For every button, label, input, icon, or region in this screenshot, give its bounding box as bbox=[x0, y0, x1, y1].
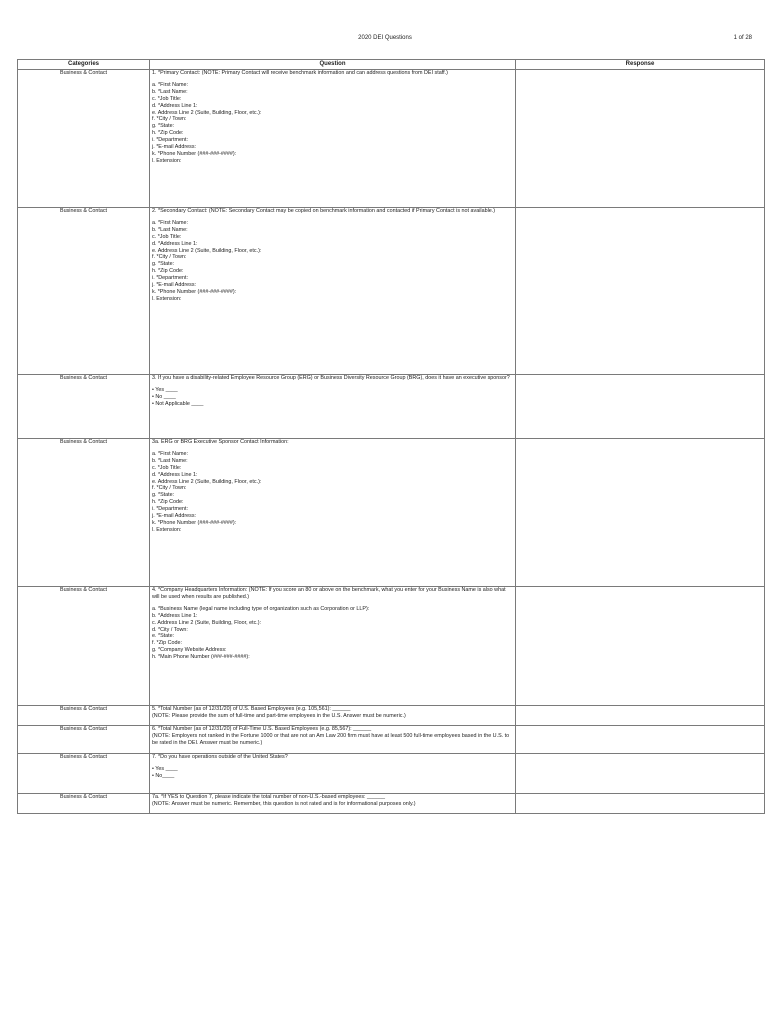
question-cell bbox=[150, 754, 516, 794]
question-line: j. *E-mail Address: bbox=[152, 282, 197, 289]
question-line: c. *Job Title: bbox=[152, 233, 182, 240]
category-cell: Business & Contact bbox=[18, 706, 150, 726]
question-cell bbox=[150, 726, 516, 754]
question-line: (NOTE: Answer must be numeric. Remember, this question is not rated and is for informational purposes only.) bbox=[152, 800, 416, 807]
question-line: h. *Main Phone Number (###-###-####): bbox=[152, 654, 250, 661]
question-line: k. *Phone Number (###-###-####): bbox=[152, 150, 237, 157]
response-cell[interactable] bbox=[516, 706, 765, 726]
table-row bbox=[18, 726, 765, 754]
question-cell bbox=[150, 208, 516, 375]
question-line: l. Extension: bbox=[152, 295, 182, 302]
category-cell: Business & Contact bbox=[18, 70, 150, 208]
question-line: • No ____ bbox=[152, 393, 176, 400]
table-row bbox=[18, 208, 765, 375]
question-cell bbox=[150, 587, 516, 706]
question-line: 4. *Company Headquarters Information: (NOTE: If you score an 80 or above on the benchmark, what you enter for your Business Name is also what will be used when results are published.) bbox=[152, 587, 506, 600]
page-title: 2020 DEI Questions bbox=[358, 35, 412, 41]
question-line: b. *Last Name: bbox=[152, 226, 188, 233]
column-header-categories: Categories bbox=[18, 60, 150, 70]
table-row bbox=[18, 794, 765, 814]
question-line: h. *Zip Code: bbox=[152, 268, 184, 275]
question-line: c. *Job Title: bbox=[152, 95, 182, 102]
question-line: e. Address Line 2 (Suite, Building, Floor, etc.): bbox=[152, 109, 262, 116]
question-line: e. Address Line 2 (Suite, Building, Floor, etc.): bbox=[152, 247, 262, 254]
question-line: 1. *Primary Contact: (NOTE: Primary Contact will receive benchmark information and can address questions from DEI staff.) bbox=[152, 70, 448, 76]
question-line: 3. If you have a disability-related Employee Resource Group (ERG) or Business Diversity Resource Group (BRG), does it have an executive sponsor? bbox=[152, 375, 510, 381]
question-line: h. *Zip Code: bbox=[152, 499, 184, 506]
question-line: c. *Job Title: bbox=[152, 464, 182, 471]
question-line: k. *Phone Number (###-###-####): bbox=[152, 519, 237, 526]
page-number: 1 of 28 bbox=[733, 35, 752, 41]
question-line: h. *Zip Code: bbox=[152, 130, 184, 137]
table-row bbox=[18, 706, 765, 726]
question-line: c. Address Line 2 (Suite, Building, Floor, etc.): bbox=[152, 619, 262, 626]
question-line: i. *Department: bbox=[152, 275, 188, 282]
category-cell: Business & Contact bbox=[18, 754, 150, 794]
category-cell: Business & Contact bbox=[18, 794, 150, 814]
question-line: e. Address Line 2 (Suite, Building, Floor, etc.): bbox=[152, 478, 262, 485]
question-cell bbox=[150, 794, 516, 814]
question-line: a. *Business Name (legal name including type of organization such as Corporation or LLP): bbox=[152, 605, 370, 612]
question-line: l. Extension: bbox=[152, 526, 182, 533]
question-line: a. *First Name: bbox=[152, 81, 188, 88]
question-cell bbox=[150, 375, 516, 439]
table-row bbox=[18, 754, 765, 794]
category-cell: Business & Contact bbox=[18, 375, 150, 439]
question-cell bbox=[150, 706, 516, 726]
question-line: g. *State: bbox=[152, 261, 175, 268]
response-cell[interactable] bbox=[516, 754, 765, 794]
question-line: b. *Last Name: bbox=[152, 457, 188, 464]
question-line: i. *Department: bbox=[152, 506, 188, 513]
question-line: f. *Zip Code: bbox=[152, 640, 182, 647]
question-line: (NOTE: Please provide the sum of full-time and part-time employees in the U.S. Answer must be numeric.) bbox=[152, 712, 406, 719]
question-line: l. Extension: bbox=[152, 157, 182, 164]
page-header bbox=[0, 35, 770, 47]
question-line: e. *State: bbox=[152, 633, 175, 640]
question-line: k. *Phone Number (###-###-####): bbox=[152, 288, 237, 295]
question-line: g. *Company Website Address: bbox=[152, 647, 227, 654]
question-line: (NOTE: Employers not ranked in the Fortune 1000 or that are not an Am Law 200 firm must have at least 500 full-time employees based in the U.S. to be rated in the DEI. Answer must be numeric.) bbox=[152, 732, 510, 746]
question-line: d. *Address Line 1: bbox=[152, 102, 198, 109]
question-line: f. *City / Town: bbox=[152, 254, 187, 261]
question-line: 7. *Do you have operations outside of the United States? bbox=[152, 754, 288, 760]
question-line: • Not Applicable ____ bbox=[152, 400, 204, 407]
response-cell[interactable] bbox=[516, 726, 765, 754]
question-line: • Yes ____ bbox=[152, 765, 178, 772]
question-line: f. *City / Town: bbox=[152, 116, 187, 123]
table-row bbox=[18, 70, 765, 208]
question-line: a. *First Name: bbox=[152, 219, 188, 226]
question-line: j. *E-mail Address: bbox=[152, 513, 197, 520]
question-line: 2. *Secondary Contact: (NOTE: Secondary Contact may be copied on benchmark information and contacted if Primary Contact is not available.) bbox=[152, 208, 496, 214]
question-line: b. *Last Name: bbox=[152, 88, 188, 95]
response-cell[interactable] bbox=[516, 794, 765, 814]
question-line: 7a. *If YES to Question 7, please indicate the total number of non-U.S.-based employees: ______ bbox=[152, 794, 386, 800]
question-line: • Yes ____ bbox=[152, 386, 178, 393]
question-line: d. *City / Town: bbox=[152, 626, 188, 633]
question-line: j. *E-mail Address: bbox=[152, 144, 197, 151]
question-line: 3a. ERG or BRG Executive Sponsor Contact Information: bbox=[152, 439, 289, 445]
question-line: d. *Address Line 1: bbox=[152, 471, 198, 478]
category-cell: Business & Contact bbox=[18, 208, 150, 375]
question-line: 5. *Total Number (as of 12/31/20) of U.S. Based Employees (e.g. 105,561): ______ bbox=[152, 706, 351, 712]
question-line: f. *City / Town: bbox=[152, 485, 187, 492]
column-header-response: Response bbox=[516, 60, 765, 70]
category-cell: Business & Contact bbox=[18, 587, 150, 706]
table-row bbox=[18, 587, 765, 706]
response-cell[interactable] bbox=[516, 439, 765, 587]
question-line: g. *State: bbox=[152, 123, 175, 130]
question-line: d. *Address Line 1: bbox=[152, 240, 198, 247]
question-cell bbox=[150, 439, 516, 587]
response-cell[interactable] bbox=[516, 375, 765, 439]
table-row bbox=[18, 375, 765, 439]
question-line: b. *Address Line 1: bbox=[152, 612, 198, 619]
question-line: i. *Department: bbox=[152, 137, 188, 144]
question-line: • No____ bbox=[152, 772, 175, 779]
question-line: a. *First Name: bbox=[152, 450, 188, 457]
response-cell[interactable] bbox=[516, 208, 765, 375]
response-cell[interactable] bbox=[516, 587, 765, 706]
category-cell: Business & Contact bbox=[18, 439, 150, 587]
response-cell[interactable] bbox=[516, 70, 765, 208]
question-cell bbox=[150, 70, 516, 208]
table-row bbox=[18, 439, 765, 587]
question-line: 6. *Total Number (as of 12/31/20) of Full-Time U.S. Based Employees (e.g. 85,567): ______ bbox=[152, 726, 372, 732]
table-header-row bbox=[18, 60, 765, 70]
category-cell: Business & Contact bbox=[18, 726, 150, 754]
question-line: g. *State: bbox=[152, 492, 175, 499]
questions-table bbox=[17, 59, 765, 814]
column-header-question: Question bbox=[150, 60, 516, 70]
